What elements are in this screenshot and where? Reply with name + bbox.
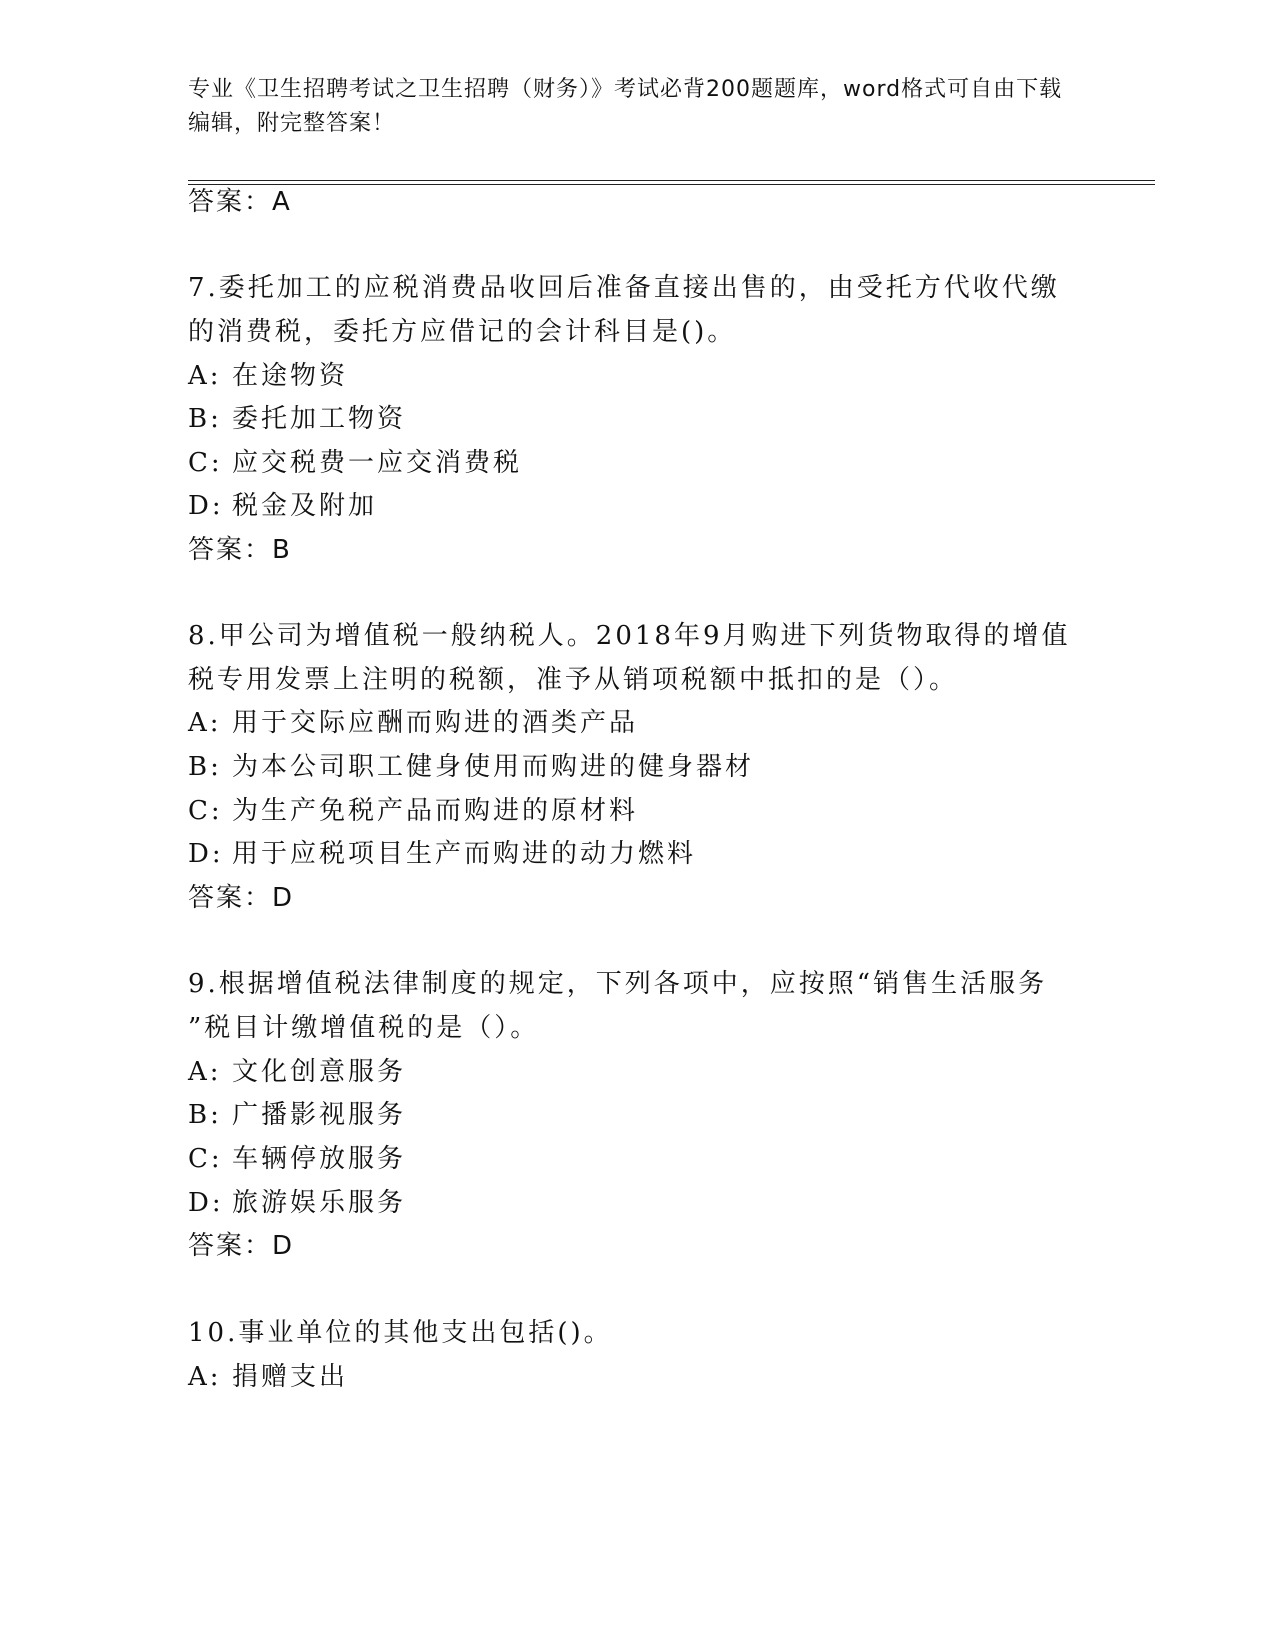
- option-item: [188, 1099, 406, 1131]
- option-text: 委托加工物资: [232, 404, 407, 434]
- option-key: D:: [188, 1188, 224, 1218]
- answer-line: [188, 186, 292, 218]
- question-text: 10.事业单位的其他支出包括()。: [188, 1318, 613, 1348]
- answer-label: 答案：: [188, 535, 273, 565]
- question-text: ”税目计缴增值税的是（）。: [188, 1013, 540, 1043]
- option-key: A:: [188, 1057, 222, 1087]
- option-key: A:: [188, 361, 222, 391]
- option-item: [188, 1361, 348, 1393]
- option-item: [188, 1056, 406, 1088]
- option-text: 为生产免税产品而购进的原材料: [232, 796, 639, 826]
- option-item: [188, 1187, 406, 1219]
- answer-line: [188, 882, 294, 914]
- option-text: 旅游娱乐服务: [232, 1188, 407, 1218]
- option-text: 捐赠支出: [232, 1362, 349, 1392]
- option-key: B:: [188, 404, 222, 434]
- option-text: 广播影视服务: [232, 1100, 407, 1130]
- option-key: C:: [188, 796, 223, 826]
- question-text: 税专用发票上注明的税额，准予从销项税额中抵扣的是（）。: [188, 665, 959, 695]
- header-divider: [188, 180, 1155, 181]
- option-text: 在途物资: [232, 361, 349, 391]
- option-key: B:: [188, 752, 222, 782]
- header-divider-double: [188, 184, 1155, 185]
- option-text: 文化创意服务: [232, 1057, 407, 1087]
- option-item: [188, 447, 522, 479]
- option-text: 用于应税项目生产而购进的动力燃料: [232, 839, 697, 869]
- option-text: 应交税费一应交消费税: [232, 448, 523, 478]
- option-text: 为本公司职工健身使用而购进的健身器材: [232, 752, 755, 782]
- question-text: 7.委托加工的应税消费品收回后准备直接出售的，由受托方代收代缴: [188, 273, 1060, 303]
- answer-value: B: [272, 535, 292, 565]
- answer-line: [188, 1230, 294, 1262]
- option-key: A:: [188, 708, 222, 738]
- answer-line: [188, 534, 292, 566]
- option-key: C:: [188, 448, 223, 478]
- option-key: D:: [188, 839, 224, 869]
- document-header: 专业《卫生招聘考试之卫生招聘（财务）》考试必背200题题库，word格式可自由下载编辑，附完整答案！: [188, 77, 1063, 136]
- option-item: [188, 360, 348, 392]
- answer-label: 答案：: [188, 187, 273, 217]
- option-item: [188, 403, 406, 435]
- option-text: 用于交际应酬而购进的酒类产品: [232, 708, 639, 738]
- option-key: D:: [188, 491, 224, 521]
- option-item: [188, 795, 638, 827]
- question-text: 的消费税，委托方应借记的会计科目是()。: [188, 317, 737, 347]
- question-text: 9.根据增值税法律制度的规定，下列各项中，应按照“销售生活服务: [188, 969, 1048, 999]
- answer-value: A: [272, 187, 292, 217]
- option-key: A:: [188, 1362, 222, 1392]
- option-item: [188, 838, 696, 870]
- answer-value: D: [272, 883, 295, 913]
- answer-label: 答案：: [188, 883, 273, 913]
- question-text: 8.甲公司为增值税一般纳税人。2018年9月购进下列货物取得的增值: [188, 621, 1071, 651]
- option-item: [188, 1143, 406, 1175]
- option-item: [188, 751, 754, 783]
- answer-value: D: [272, 1231, 295, 1261]
- option-text: 车辆停放服务: [232, 1144, 407, 1174]
- option-text: 税金及附加: [232, 491, 378, 521]
- option-key: C:: [188, 1144, 223, 1174]
- answer-label: 答案：: [188, 1231, 273, 1261]
- option-item: [188, 490, 377, 522]
- option-item: [188, 707, 638, 739]
- option-key: B:: [188, 1100, 222, 1130]
